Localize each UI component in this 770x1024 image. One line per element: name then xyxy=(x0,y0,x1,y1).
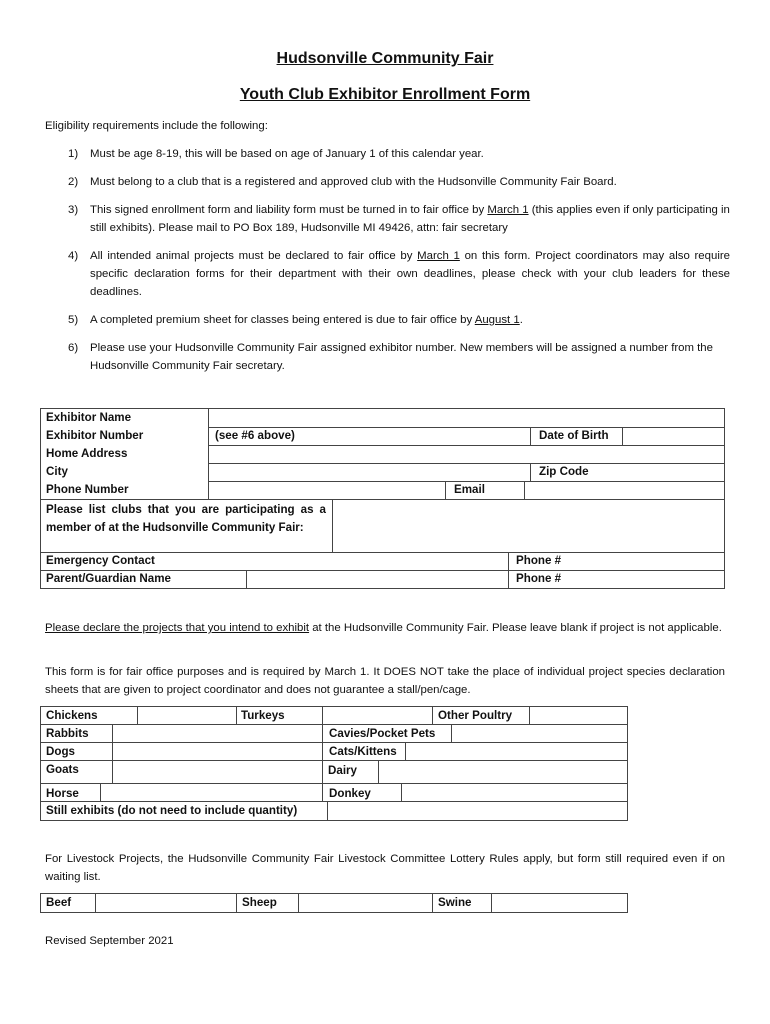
home-address-label: Home Address xyxy=(46,447,128,460)
requirement-number: 3) xyxy=(68,204,79,216)
col-divider xyxy=(246,570,247,589)
requirement-number: 5) xyxy=(68,314,79,326)
requirement-item xyxy=(45,145,730,163)
phone-number-label: Phone Number xyxy=(46,483,129,496)
requirement-number: 4) xyxy=(68,250,79,262)
requirement-item xyxy=(45,173,730,191)
requirement-text: This signed enrollment form and liability form must be turned in to fair office by xyxy=(90,204,488,216)
cats-label: Cats/Kittens xyxy=(329,745,397,758)
email-field[interactable] xyxy=(526,482,724,498)
requirement-item xyxy=(45,247,730,301)
exhibitor-name-field[interactable] xyxy=(210,409,724,426)
requirement-item xyxy=(45,311,730,329)
form-purpose-note: This form is for fair office purposes and is required by March 1. It DOES NOT take the place of individual project species declaration sheets that are given to project coordinator and does not guarantee a stall/pen/cage. xyxy=(45,666,725,696)
col-divider xyxy=(445,481,446,499)
col-divider xyxy=(112,724,113,783)
col-divider xyxy=(322,724,323,801)
col-divider xyxy=(451,724,452,742)
other-poultry-label: Other Poultry xyxy=(438,709,513,722)
dairy-label: Dairy xyxy=(328,764,358,777)
parent-guardian-field[interactable] xyxy=(248,571,506,588)
requirement-number: 2) xyxy=(68,176,79,188)
col-divider xyxy=(378,760,379,783)
col-divider xyxy=(508,552,509,589)
col-divider xyxy=(524,481,525,499)
requirement-number: 6) xyxy=(68,342,79,354)
declare-emphasis: Please declare the projects that you intend to exhibit xyxy=(45,622,310,634)
requirement-text: Must be age 8-19, this will be based on age of January 1 of this calendar year. xyxy=(90,148,484,160)
requirement-text: A completed premium sheet for classes being entered is due to fair office by xyxy=(90,314,475,326)
col-divider xyxy=(236,893,237,913)
exhibitor-name-label: Exhibitor Name xyxy=(46,411,132,424)
sheep-label: Sheep xyxy=(242,896,277,909)
col-divider xyxy=(529,706,530,724)
requirement-text: Must belong to a club that is a registered and approved club with the Hudsonville Community Fair Board. xyxy=(90,176,617,188)
requirement-text: Please use your Hudsonville Community Fair assigned exhibitor number. New members will be assigned a number from the Hudsonville Community Fair secretary. xyxy=(90,342,713,372)
clubs-label: Please list clubs that you are participating as a member of at the Hudsonville Community Fair: xyxy=(46,503,326,534)
goats-label: Goats xyxy=(46,763,79,776)
rabbits-label: Rabbits xyxy=(46,727,89,740)
requirement-text: All intended animal projects must be declared to fair office by xyxy=(90,250,418,262)
cavies-qty-field[interactable] xyxy=(453,725,627,741)
requirement-text: . xyxy=(519,314,523,326)
form-subtitle: Youth Club Exhibitor Enrollment Form xyxy=(239,86,531,103)
requirement-item xyxy=(45,339,730,375)
donkey-qty-field[interactable] xyxy=(403,784,627,800)
col-divider xyxy=(401,783,402,801)
email-label: Email xyxy=(454,483,485,496)
dairy-qty-field[interactable] xyxy=(380,761,627,782)
col-divider xyxy=(432,706,433,724)
revised-date: Revised September 2021 xyxy=(45,935,174,947)
chickens-qty-field[interactable] xyxy=(139,707,235,723)
phone-number-field[interactable] xyxy=(210,482,443,498)
col-divider xyxy=(432,893,433,913)
parent-guardian-label: Parent/Guardian Name xyxy=(46,572,171,585)
col-divider xyxy=(322,706,323,724)
clubs-field[interactable] xyxy=(334,500,724,551)
horse-qty-field[interactable] xyxy=(102,784,320,800)
chickens-label: Chickens xyxy=(46,709,98,722)
eligibility-list xyxy=(45,145,730,375)
col-divider xyxy=(622,427,623,445)
col-divider xyxy=(236,706,237,724)
deadline-date: March 1 xyxy=(487,204,529,216)
eligibility-intro: Eligibility requirements include the following: xyxy=(45,120,268,132)
deadline-date: August 1 xyxy=(474,314,520,326)
requirement-text: on this form. Project coordinators may also require specific declaration forms for their department with their own deadlines, please check with your club leaders for these deadlines. xyxy=(90,250,730,298)
rabbits-qty-field[interactable] xyxy=(114,725,320,741)
see-note-label: (see #6 above) xyxy=(215,429,295,442)
zip-code-label: Zip Code xyxy=(539,465,589,478)
cats-qty-field[interactable] xyxy=(407,743,627,759)
col-divider xyxy=(95,893,96,913)
date-of-birth-field[interactable] xyxy=(624,428,724,444)
donkey-label: Donkey xyxy=(329,787,371,800)
col-divider xyxy=(530,463,531,481)
cavies-label: Cavies/Pocket Pets xyxy=(329,727,436,740)
form-title: Hudsonville Community Fair xyxy=(276,50,494,67)
col-divider xyxy=(137,706,138,724)
requirement-number: 1) xyxy=(68,148,79,160)
requirement-text: (this applies even if only participating in still exhibits). Please mail to PO Box 189, Hudsonville MI 49426, attn: fair secretary xyxy=(90,204,730,234)
sheep-qty-field[interactable] xyxy=(300,894,431,912)
col-divider xyxy=(327,801,328,821)
still-exhibits-label: Still exhibits (do not need to include quantity) xyxy=(46,804,298,817)
dogs-qty-field[interactable] xyxy=(114,743,320,759)
dogs-label: Dogs xyxy=(46,745,75,758)
col-divider xyxy=(298,893,299,913)
beef-label: Beef xyxy=(46,896,72,909)
livestock-note: For Livestock Projects, the Hudsonville Community Fair Livestock Committee Lottery Rules apply, but form still required even if on waiting list. xyxy=(45,853,725,883)
home-address-field[interactable] xyxy=(210,446,724,462)
beef-qty-field[interactable] xyxy=(97,894,235,912)
col-divider xyxy=(530,427,531,445)
goats-qty-field[interactable] xyxy=(114,761,320,782)
turkeys-qty-field[interactable] xyxy=(324,707,430,723)
swine-label: Swine xyxy=(438,896,472,909)
phone-label: Phone # xyxy=(516,572,562,585)
date-of-birth-label: Date of Birth xyxy=(539,429,609,442)
emergency-contact-label: Emergency Contact xyxy=(46,554,155,567)
city-field[interactable] xyxy=(210,464,528,480)
col-divider xyxy=(332,499,333,552)
col-divider xyxy=(405,742,406,760)
swine-qty-field[interactable] xyxy=(493,894,627,912)
col-divider xyxy=(208,408,209,499)
turkeys-label: Turkeys xyxy=(241,709,285,722)
col-divider xyxy=(491,893,492,913)
row-divider xyxy=(40,552,725,553)
still-exhibits-field[interactable] xyxy=(329,802,627,820)
city-label: City xyxy=(46,465,68,478)
horse-label: Horse xyxy=(46,787,79,800)
declare-paragraph xyxy=(45,619,725,637)
declare-text: at the Hudsonville Community Fair. Please leave blank if project is not applicable. xyxy=(309,622,722,634)
exhibitor-number-label: Exhibitor Number xyxy=(46,429,144,442)
other-poultry-qty-field[interactable] xyxy=(531,707,627,723)
requirement-item xyxy=(45,201,730,237)
deadline-date: March 1 xyxy=(417,250,460,262)
col-divider xyxy=(100,783,101,801)
phone-label: Phone # xyxy=(516,554,562,567)
